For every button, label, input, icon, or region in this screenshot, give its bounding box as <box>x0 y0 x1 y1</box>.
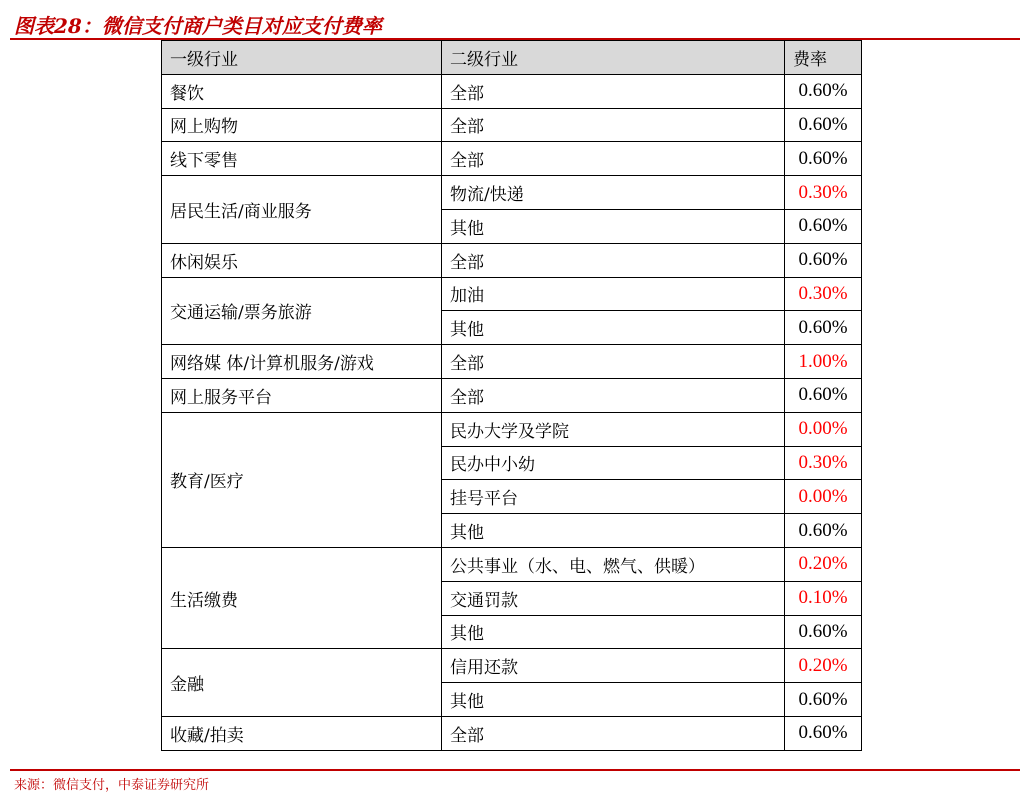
table-row <box>162 649 862 683</box>
primary-industry-cell: 生活缴费 <box>162 547 442 648</box>
figure-title-bar <box>10 8 1020 40</box>
fee-rate-cell: 0.60% <box>785 108 862 142</box>
primary-industry-cell: 金融 <box>162 649 442 717</box>
secondary-industry-cell: 其他 <box>442 615 785 649</box>
figure-title: 图表28：微信支付商户类目对应支付费率 <box>14 14 382 38</box>
secondary-industry-cell: 交通罚款 <box>442 581 785 615</box>
table-header-row <box>162 41 862 75</box>
fee-rate-cell: 0.30% <box>785 277 862 311</box>
fee-rate-cell: 0.60% <box>785 514 862 548</box>
table-row <box>162 378 862 412</box>
secondary-industry-cell: 全部 <box>442 108 785 142</box>
table-row <box>162 108 862 142</box>
source-note: 来源：微信支付，中泰证券研究所 <box>14 778 210 793</box>
fee-rate-cell: 0.20% <box>785 547 862 581</box>
table-row <box>162 547 862 581</box>
fee-rate-cell: 1.00% <box>785 345 862 379</box>
table-row <box>162 345 862 379</box>
secondary-industry-cell: 加油 <box>442 277 785 311</box>
table-body <box>162 74 862 750</box>
fee-rate-cell: 0.60% <box>785 716 862 750</box>
table-row <box>162 176 862 210</box>
table-row <box>162 716 862 750</box>
primary-industry-cell: 餐饮 <box>162 74 442 108</box>
table-row <box>162 243 862 277</box>
fee-rate-cell: 0.00% <box>785 480 862 514</box>
fee-rate-cell: 0.60% <box>785 74 862 108</box>
primary-industry-cell: 交通运输/票务旅游 <box>162 277 442 345</box>
secondary-industry-cell: 民办中小幼 <box>442 446 785 480</box>
fee-rate-cell: 0.60% <box>785 311 862 345</box>
secondary-industry-cell: 全部 <box>442 74 785 108</box>
secondary-industry-cell: 全部 <box>442 378 785 412</box>
fee-rate-cell: 0.60% <box>785 378 862 412</box>
secondary-industry-cell: 全部 <box>442 716 785 750</box>
fee-rate-cell: 0.60% <box>785 142 862 176</box>
secondary-industry-cell: 全部 <box>442 345 785 379</box>
secondary-industry-cell: 其他 <box>442 514 785 548</box>
secondary-industry-cell: 物流/快递 <box>442 176 785 210</box>
fee-rate-cell: 0.20% <box>785 649 862 683</box>
secondary-industry-cell: 挂号平台 <box>442 480 785 514</box>
table-row <box>162 277 862 311</box>
secondary-industry-cell: 公共事业（水、电、燃气、供暖） <box>442 547 785 581</box>
fee-rate-cell: 0.00% <box>785 412 862 446</box>
table-row <box>162 142 862 176</box>
fee-rate-cell: 0.30% <box>785 176 862 210</box>
fee-rate-cell: 0.10% <box>785 581 862 615</box>
secondary-industry-cell: 全部 <box>442 243 785 277</box>
fee-rate-cell: 0.30% <box>785 446 862 480</box>
table-row <box>162 412 862 446</box>
footer-divider <box>10 769 1020 771</box>
primary-industry-cell: 教育/医疗 <box>162 412 442 547</box>
secondary-industry-cell: 其他 <box>442 683 785 717</box>
table-row <box>162 74 862 108</box>
fee-rate-cell: 0.60% <box>785 615 862 649</box>
secondary-industry-cell: 信用还款 <box>442 649 785 683</box>
fee-rate-cell: 0.60% <box>785 209 862 243</box>
secondary-industry-cell: 其他 <box>442 209 785 243</box>
fee-rate-cell: 0.60% <box>785 243 862 277</box>
primary-industry-cell: 网上购物 <box>162 108 442 142</box>
header-secondary-industry: 二级行业 <box>442 41 785 75</box>
header-primary-industry: 一级行业 <box>162 41 442 75</box>
secondary-industry-cell: 其他 <box>442 311 785 345</box>
primary-industry-cell: 线下零售 <box>162 142 442 176</box>
fee-rate-cell: 0.60% <box>785 683 862 717</box>
secondary-industry-cell: 全部 <box>442 142 785 176</box>
header-fee-rate: 费率 <box>785 41 862 75</box>
primary-industry-cell: 网络媒 体/计算机服务/游戏 <box>162 345 442 379</box>
primary-industry-cell: 收藏/拍卖 <box>162 716 442 750</box>
primary-industry-cell: 居民生活/商业服务 <box>162 176 442 244</box>
primary-industry-cell: 网上服务平台 <box>162 378 442 412</box>
primary-industry-cell: 休闲娱乐 <box>162 243 442 277</box>
secondary-industry-cell: 民办大学及学院 <box>442 412 785 446</box>
fee-rate-table <box>161 40 862 751</box>
